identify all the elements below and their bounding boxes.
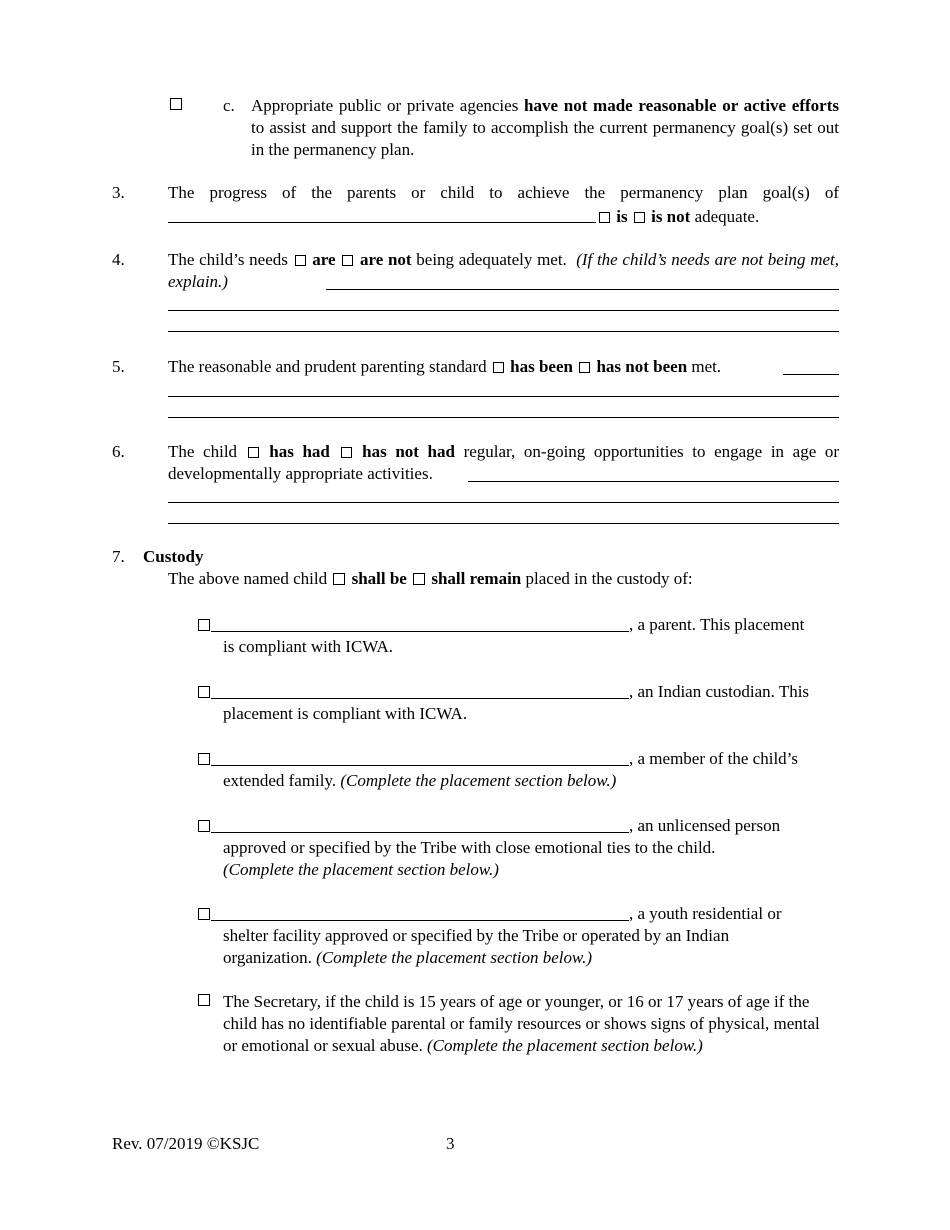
checkbox-shall-be[interactable]	[333, 573, 345, 585]
custody-youth-facility-name[interactable]	[211, 905, 629, 921]
checkbox-item6-has-not-had[interactable]	[341, 447, 352, 458]
checkbox-item3-is[interactable]	[599, 212, 610, 223]
item-6-line-2[interactable]	[168, 502, 839, 503]
item-5-line-3[interactable]	[168, 417, 839, 418]
checkbox-item5-has-been[interactable]	[493, 362, 504, 373]
item-6-line-1[interactable]	[468, 481, 839, 482]
item-3-text: The progress of the parents or child to achieve the permanency plan goal(s) of	[168, 183, 839, 202]
checkbox-custody-indian-custodian[interactable]	[198, 686, 210, 698]
item-7-number: 7.	[112, 547, 125, 566]
checkbox-custody-secretary[interactable]	[198, 994, 210, 1006]
checkbox-custody-unlicensed-person[interactable]	[198, 820, 210, 832]
checkbox-item6-has-had[interactable]	[248, 447, 259, 458]
checkbox-2c[interactable]	[170, 98, 182, 110]
item-6-number: 6.	[112, 442, 125, 461]
item-3-number: 3.	[112, 183, 125, 202]
item-5-line-1[interactable]	[783, 374, 839, 375]
item-2c-text: Appropriate public or private agencies have not made reasonable or active efforts to assist and support the family to accomplish the current permanency goal(s) set out in the permanency plan.	[251, 96, 839, 159]
checkbox-custody-youth-facility[interactable]	[198, 908, 210, 920]
custody-parent-name[interactable]	[211, 616, 629, 632]
item-4-line-3[interactable]	[168, 331, 839, 332]
custody-extended-family-name[interactable]	[211, 750, 629, 766]
custody-unlicensed-person-name[interactable]	[211, 817, 629, 833]
checkbox-item4-are[interactable]	[295, 255, 306, 266]
page-number: 3	[446, 1134, 455, 1153]
item-5-text: The reasonable and prudent parenting standard has been has not been met.	[168, 357, 722, 376]
checkbox-item4-are-not[interactable]	[342, 255, 353, 266]
item-3-choices: is is not adequate.	[597, 206, 759, 228]
custody-heading: Custody	[143, 547, 204, 566]
item-2c-letter: c.	[223, 96, 235, 115]
item-6-text: The child has had has not had regular, on-going opportunities to engage in age or developmentally appropriate activities.	[168, 442, 840, 483]
checkbox-shall-remain[interactable]	[413, 573, 425, 585]
checkbox-item3-is-not[interactable]	[634, 212, 645, 223]
item-4-text: The child’s needs are are not being adequately met. (If the child’s needs are not being met, explain.)	[168, 250, 840, 291]
checkbox-custody-extended-family[interactable]	[198, 753, 210, 765]
item-5-number: 5.	[112, 357, 125, 376]
item-6-line-3[interactable]	[168, 523, 839, 524]
checkbox-custody-parent[interactable]	[198, 619, 210, 631]
custody-indian-custodian-name[interactable]	[211, 683, 629, 699]
item-5-line-2[interactable]	[168, 396, 839, 397]
item-3-blank[interactable]	[168, 222, 596, 223]
item-4-line-1[interactable]	[326, 289, 839, 290]
checkbox-item5-has-not-been[interactable]	[579, 362, 590, 373]
custody-intro: The above named child shall be shall remain placed in the custody of:	[168, 569, 693, 588]
item-4-line-2[interactable]	[168, 310, 839, 311]
item-4-number: 4.	[112, 250, 125, 269]
footer-revision: Rev. 07/2019 ©KSJC	[112, 1134, 260, 1153]
